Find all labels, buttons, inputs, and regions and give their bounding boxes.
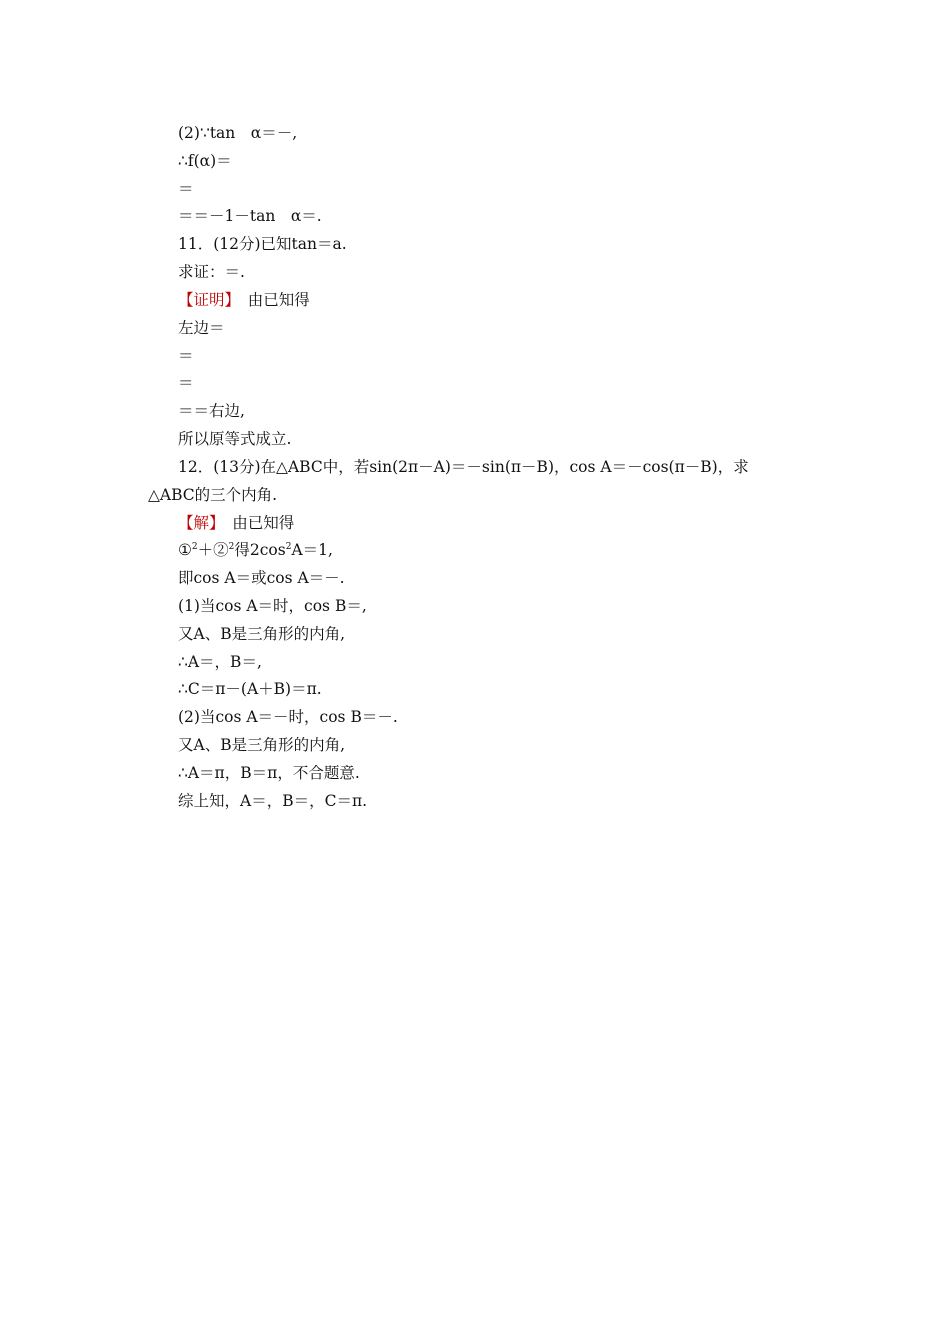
text-line: ∴A＝，B＝, [178,653,262,671]
text-line: 即cos A＝或cos A＝－. [178,569,345,587]
text-span: 由已知得 [216,514,295,532]
problem-12-heading: 12．(13分)在△ABC中，若sin(2π－A)＝－sin(π－B)，cos A＝－cos(π－B)，求 [178,458,749,476]
text-line: △ABC的三个内角. [148,486,278,504]
problem-11-heading: 11．(12分)已知tan＝a. [178,235,347,253]
text-line: 所以原等式成立. [178,430,292,448]
text-span: A＝1, [291,541,333,559]
text-line: (1)当cos A＝时，cos B＝, [178,597,367,615]
text-line [178,540,333,560]
text-line: ∴A＝π，B＝π，不合题意. [178,764,360,782]
text-span: 得2cos [234,541,286,559]
text-line: (2)∵tan α＝－, [178,124,298,142]
text-line: ∴C＝π－(A＋B)＝π. [178,680,322,698]
superscript: 2 [285,542,292,552]
text-line: 又A、B是三角形的内角, [178,625,346,643]
text-line: ＝ [178,347,194,365]
text-line: 求证：＝. [178,263,245,281]
text-line: ＝＝右边, [178,402,245,420]
text-line: (2)当cos A＝－时，cos B＝－. [178,708,398,726]
proof-line [178,290,310,310]
text-line: 综上知，A＝，B＝，C＝π. [178,792,368,810]
text-line: 又A、B是三角形的内角, [178,736,346,754]
superscript: 2 [228,542,235,552]
text-line: ＝ [178,180,194,198]
text-span: ＋② [197,541,229,559]
text-line: ＝＝－1－tan α＝. [178,207,322,225]
text-line: ＝ [178,374,194,392]
text-span: ① [178,541,192,559]
proof-tag: 【证明】 [178,291,233,309]
solution-line [178,513,294,533]
text-line: 左边＝ [178,319,225,337]
solution-tag: 【解】 [178,514,217,532]
superscript: 2 [191,542,198,552]
text-span: 由已知得 [232,291,310,309]
text-line: ∴f(α)＝ [178,152,232,170]
